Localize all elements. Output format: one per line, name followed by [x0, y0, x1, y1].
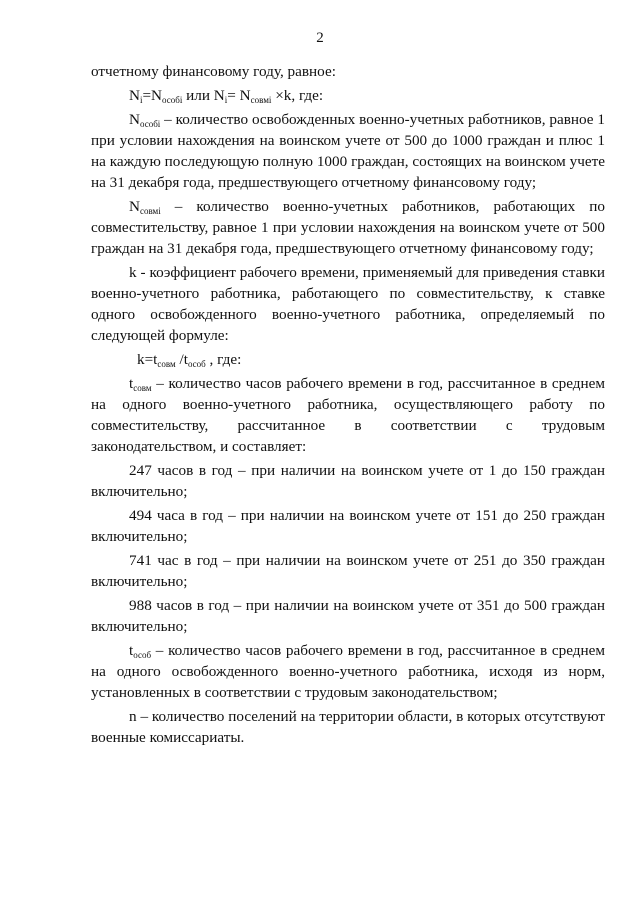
formula-subscript: совмі [250, 95, 272, 105]
symbol: t [129, 375, 134, 392]
definition-text: – количество военно-учетных работников, работающих по совместительству, равное 1 при условии нахождения на воинском учете от 500 граждан на 31 декабря года, предшествующего отчетному финансовому году; [91, 198, 605, 257]
paragraph-k-def: k - коэффициент рабочего времени, применяемый для приведения ставки военно-учетного работника, работающего по совместительству, к ставке одного освобожденного военно-учетного работника, определяемый по следующей формуле: [91, 264, 605, 344]
definition-text: – количество часов рабочего времени в год, рассчитанное в среднем на одного освобожденного военно-учетного работника, исходя из норм, установленных в соответствии с трудовым законодательством; [91, 642, 605, 701]
formula-part: = N [227, 87, 251, 104]
paragraph-n-sovm [91, 196, 605, 259]
symbol-subscript: особ [133, 650, 152, 660]
formula-part: , где: [205, 351, 242, 368]
formula-part: N [129, 87, 140, 104]
paragraph-n-osob [91, 109, 605, 193]
formula-part: /t [175, 351, 188, 368]
formula-part: k=t [137, 351, 158, 368]
document-body [91, 61, 605, 751]
symbol-subscript: особі [139, 119, 161, 129]
definition-text: – количество часов рабочего времени в год, рассчитанное в среднем на одного военно-учетного работника, осуществляющего работу по совместительству, рассчитанное в соответствии с трудовым законодательством, и составляет: [91, 375, 605, 455]
symbol: N [129, 111, 140, 128]
formula-k [91, 349, 605, 371]
formula-subscript: i [139, 95, 143, 105]
paragraph-hours-494: 494 часа в год – при наличии на воинском учете от 151 до 250 граждан включительно; [91, 507, 605, 545]
formula-subscript: совм [157, 359, 176, 369]
paragraph-hours-741: 741 час в год – при наличии на воинском учете от 251 до 350 граждан включительно; [91, 552, 605, 590]
formula-part: или N [182, 87, 225, 104]
formula-n [91, 85, 605, 107]
symbol-subscript: совм [133, 383, 152, 393]
symbol: N [129, 198, 140, 215]
formula-subscript: i [224, 95, 228, 105]
paragraph-t-sovm [91, 373, 605, 457]
page-number: 2 [316, 30, 324, 46]
paragraph-hours-988: 988 часов в год – при наличии на воинском учете от 351 до 500 граждан включительно; [91, 597, 605, 635]
formula-subscript: особ [187, 359, 206, 369]
paragraph-continuation: отчетному финансовому году, равное: [91, 63, 336, 80]
formula-part: =N [142, 87, 163, 104]
formula-subscript: особі [162, 95, 183, 105]
paragraph-t-osob [91, 640, 605, 703]
paragraph-n-def: n – количество поселений на территории области, в которых отсутствуют военные комиссариаты. [91, 708, 605, 746]
symbol: t [129, 642, 134, 659]
paragraph-hours-247: 247 часов в год – при наличии на воинском учете от 1 до 150 граждан включительно; [91, 462, 605, 500]
formula-part: ×k, где: [271, 87, 324, 104]
definition-text: – количество освобожденных военно-учетных работников, равное 1 при условии нахождения на воинском учете от 500 до 1000 граждан и плюс 1 на каждую последующую полную 1000 граждан, состоящих на воинском учете на 31 декабря года, предшествующего отчетному финансовому году; [91, 111, 605, 191]
symbol-subscript: совмі [139, 206, 161, 216]
